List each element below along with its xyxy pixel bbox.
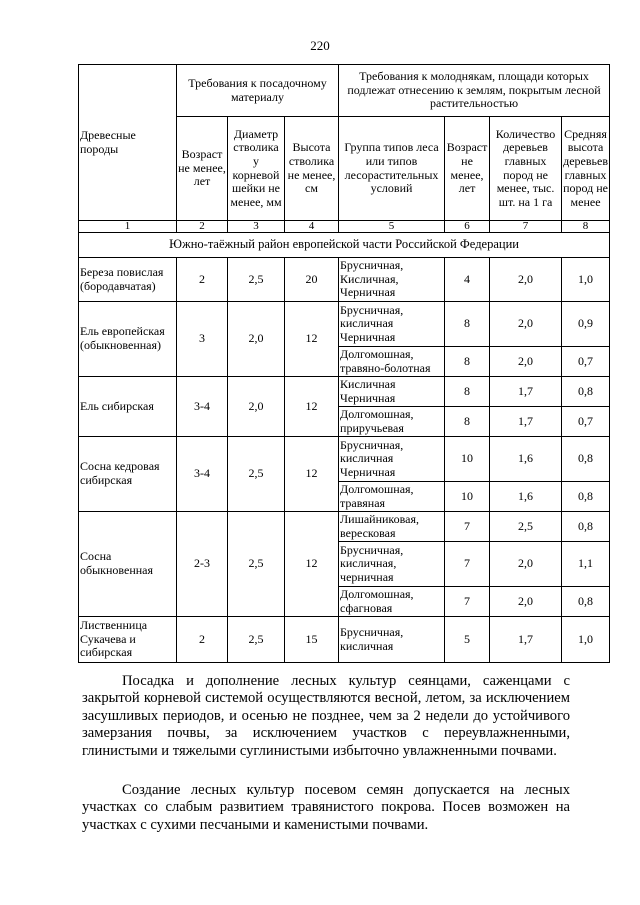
tree-count: 1,6 [490,437,562,482]
planting-diameter: 2,0 [228,302,285,377]
planting-diameter: 2,5 [228,512,285,617]
forest-type: Лишайниковая, вересковая [339,512,445,542]
header-height: Высота стволика не менее, см [285,117,339,221]
species-name: Ель европейская (обыкновенная) [79,302,177,377]
young-age: 7 [445,512,490,542]
planting-height: 12 [285,302,339,377]
col-number: 7 [490,221,562,233]
forest-type: Брусничная, кисличная Черничная [339,437,445,482]
species-name: Ель сибирская [79,377,177,437]
tree-count: 2,0 [490,347,562,377]
header-species: Древесные породы [79,65,177,221]
planting-diameter: 2,5 [228,258,285,302]
planting-diameter: 2,0 [228,377,285,437]
avg-height: 0,7 [562,347,610,377]
avg-height: 0,8 [562,512,610,542]
avg-height: 1,1 [562,542,610,587]
paragraph-planting-timing: Посадка и дополнение лесных культур сеянцами, саженцами с закрытой корневой системой осуществляются весной, летом, за исключением засушливых периодов, и осенью не позднее, чем за 2 недели до устойчивого замерзания почвы, за исключением участков с переувлажненными, глинистыми и тяжелыми суглинистыми избыточно увлажненными почвами. [82,673,570,759]
planting-age: 3 [177,302,228,377]
planting-height: 12 [285,377,339,437]
planting-height: 12 [285,512,339,617]
species-name: Сосна обыкновенная [79,512,177,617]
tree-count: 2,5 [490,512,562,542]
tree-count: 1,7 [490,407,562,437]
col-number: 3 [228,221,285,233]
header-young-age: Возраст не менее, лет [445,117,490,221]
header-group-planting: Требования к посадочному материалу [177,65,339,117]
col-number: 5 [339,221,445,233]
col-number: 1 [79,221,177,233]
table-row [79,437,610,482]
young-age: 8 [445,302,490,347]
tree-count: 2,0 [490,542,562,587]
header-avg-height: Средняя высота деревьев главных пород не менее [562,117,610,221]
planting-diameter: 2,5 [228,437,285,512]
young-age: 4 [445,258,490,302]
tree-count: 2,0 [490,587,562,617]
young-age: 7 [445,542,490,587]
species-name: Береза повислая (бородавчатая) [79,258,177,302]
forest-type: Брусничная, кисличная Черничная [339,302,445,347]
header-forest-type: Группа типов леса или типов лесорастительных условий [339,117,445,221]
species-name: Сосна кедровая сибирская [79,437,177,512]
header-diameter: Диаметр стволика у корневой шейки не менее, мм [228,117,285,221]
young-age: 10 [445,482,490,512]
col-number: 4 [285,221,339,233]
table-row [79,258,610,302]
forest-type: Долгомошная, травяно-болотная [339,347,445,377]
planting-age: 2-3 [177,512,228,617]
forest-type: Долгомошная, сфагновая [339,587,445,617]
tree-count: 1,6 [490,482,562,512]
avg-height: 0,9 [562,302,610,347]
tree-count: 2,0 [490,302,562,347]
avg-height: 0,7 [562,407,610,437]
young-age: 8 [445,347,490,377]
avg-height: 0,8 [562,437,610,482]
avg-height: 0,8 [562,482,610,512]
planting-diameter: 2,5 [228,617,285,663]
young-age: 8 [445,407,490,437]
species-name: Лиственница Сукачева и сибирская [79,617,177,663]
tree-count: 2,0 [490,258,562,302]
col-number: 8 [562,221,610,233]
col-number: 2 [177,221,228,233]
avg-height: 0,8 [562,587,610,617]
planting-height: 20 [285,258,339,302]
planting-height: 12 [285,437,339,512]
forest-type: Долгомошная, травяная [339,482,445,512]
young-age: 10 [445,437,490,482]
header-age-min: Возраст не менее, лет [177,117,228,221]
page-number: 220 [310,38,330,53]
planting-age: 3-4 [177,377,228,437]
forest-requirements-table [78,64,610,663]
table-row [79,617,610,663]
planting-height: 15 [285,617,339,663]
header-tree-count: Количество деревьев главных пород не менее, тыс. шт. на 1 га [490,117,562,221]
planting-age: 3-4 [177,437,228,512]
young-age: 8 [445,377,490,407]
table-row [79,512,610,542]
header-group-young: Требования к молоднякам, площади которых подлежат отнесению к землям, покрытым лесной растительностью [339,65,610,117]
col-number: 6 [445,221,490,233]
table-row [79,377,610,407]
avg-height: 1,0 [562,258,610,302]
young-age: 5 [445,617,490,663]
planting-age: 2 [177,258,228,302]
forest-type: Брусничная, кисличная [339,617,445,663]
table-row [79,302,610,347]
avg-height: 0,8 [562,377,610,407]
region-title: Южно-таёжный район европейской части Российской Федерации [79,233,610,258]
tree-count: 1,7 [490,377,562,407]
tree-count: 1,7 [490,617,562,663]
forest-type: Кисличная Черничная [339,377,445,407]
planting-age: 2 [177,617,228,663]
forest-type: Долгомошная, приручьевая [339,407,445,437]
forest-type: Брусничная, кисличная, черничная [339,542,445,587]
avg-height: 1,0 [562,617,610,663]
young-age: 7 [445,587,490,617]
forest-type: Брусничная, Кисличная, Черничная [339,258,445,302]
paragraph-seeding: Создание лесных культур посевом семян допускается на лесных участках со слабым развитием травянистого покрова. Посев возможен на участках с сухими песчаными и каменистыми почвами. [82,782,570,833]
